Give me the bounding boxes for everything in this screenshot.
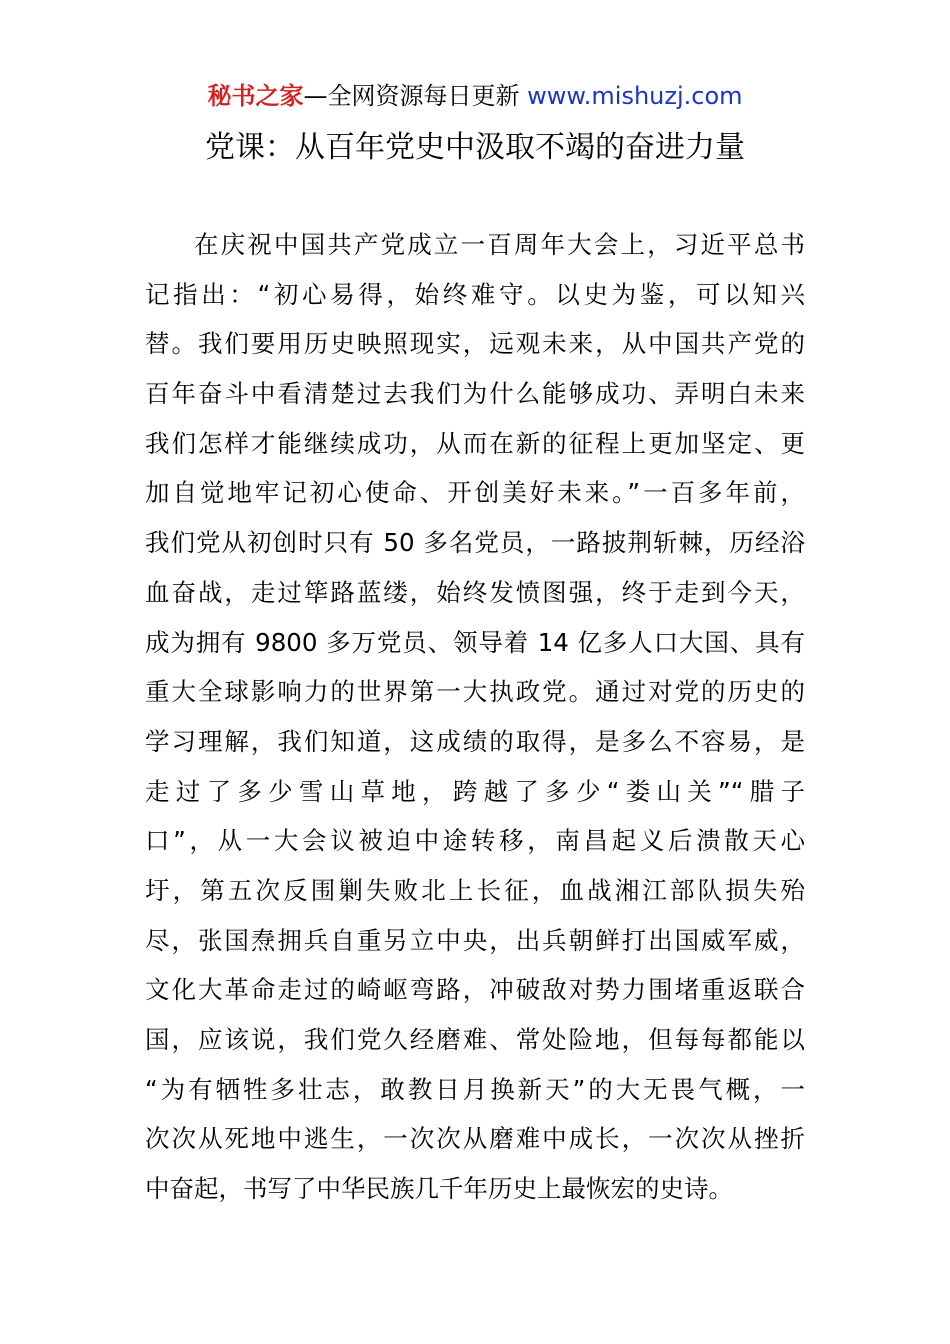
paragraph-line: 国，应该说，我们党久经磨难、常处险地，但每每都能以 <box>145 1025 805 1054</box>
site-url-link[interactable]: www.mishuzj.com <box>527 82 743 110</box>
paragraph-line: 血奋战，走过筚路蓝缕，始终发愤图强，终于走到今天， <box>145 577 805 607</box>
paragraph-line: 中奋起，书写了中华民族几千年历史上最恢宏的史诗。 <box>145 1174 733 1204</box>
document-title: 党课：从百年党史中汲取不竭的奋进力量 <box>205 130 745 165</box>
paragraph-line: 在庆祝中国共产党成立一百周年大会上，习近平总书 <box>194 230 805 259</box>
paragraph-line: 记指出：“初心易得，始终难守。以史为鉴，可以知兴 <box>145 279 805 309</box>
header-tagline: —全网资源每日更新 <box>303 82 528 110</box>
paragraph-line: 成为拥有 9800 多万党员、领导着 14 亿多人口大国、具有 <box>145 627 805 657</box>
paragraph-line: “为有牺牲多壮志，敢教日月换新天”的大无畏气概，一 <box>145 1074 805 1104</box>
paragraph-line: 尽，张国焘拥兵自重另立中央，出兵朝鲜打出国威军威， <box>145 925 805 955</box>
body-paragraph <box>145 227 805 1221</box>
paragraph-line: 走过了多少雪山草地，跨越了多少“娄山关”“腊子 <box>145 776 805 806</box>
paragraph-line: 加自觉地牢记初心使命、开创美好未来。”一百多年前， <box>145 478 805 508</box>
brand-name: 秘书之家 <box>207 82 304 110</box>
paragraph-line: 圩，第五次反围剿失败北上长征，血战湘江部队损失殆 <box>145 875 805 905</box>
paragraph-line: 我们党从初创时只有 50 多名党员，一路披荆斩棘，历经浴 <box>145 528 805 558</box>
paragraph-line: 我们怎样才能继续成功，从而在新的征程上更加坚定、更 <box>145 428 805 458</box>
paragraph-line: 学习理解，我们知道，这成绩的取得，是多么不容易，是 <box>145 726 805 756</box>
paragraph-line: 替。我们要用历史映照现实，远观未来，从中国共产党的 <box>145 329 805 359</box>
paragraph-line: 次次从死地中逃生，一次次从磨难中成长，一次次从挫折 <box>145 1124 805 1154</box>
paragraph-line: 文化大革命走过的崎岖弯路，冲破敌对势力围堵重返联合 <box>145 975 805 1005</box>
paragraph-line: 口”，从一大会议被迫中途转移，南昌起义后溃散天心 <box>145 826 805 856</box>
paragraph-line: 百年奋斗中看清楚过去我们为什么能够成功、弄明白未来 <box>145 379 805 409</box>
site-header <box>0 80 950 112</box>
paragraph-line: 重大全球影响力的世界第一大执政党。通过对党的历史的 <box>145 677 805 707</box>
